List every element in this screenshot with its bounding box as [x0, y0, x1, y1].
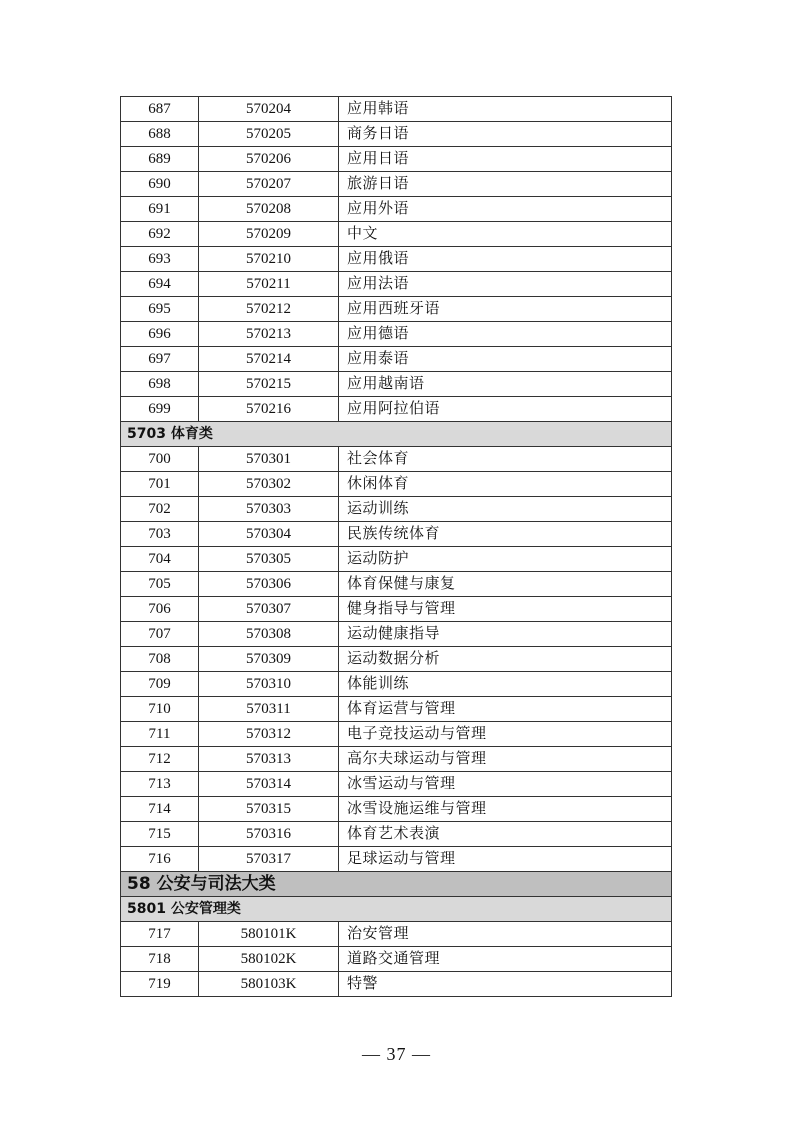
sequence-number-cell: 714 [121, 797, 199, 822]
sequence-number-cell: 710 [121, 697, 199, 722]
major-name-cell: 休闲体育 [339, 472, 672, 497]
sequence-number-cell: 694 [121, 272, 199, 297]
major-code-cell: 570310 [199, 672, 339, 697]
major-code-cell: 570213 [199, 322, 339, 347]
major-code-cell: 570210 [199, 247, 339, 272]
sequence-number-cell: 693 [121, 247, 199, 272]
major-name-cell: 社会体育 [339, 447, 672, 472]
table-row [121, 122, 672, 147]
sequence-number-cell: 709 [121, 672, 199, 697]
sequence-number-cell: 687 [121, 97, 199, 122]
table-row [121, 547, 672, 572]
subcategory-row [121, 897, 672, 922]
major-code-cell: 570301 [199, 447, 339, 472]
table-row [121, 797, 672, 822]
major-name-cell: 健身指导与管理 [339, 597, 672, 622]
major-name-cell: 体育运营与管理 [339, 697, 672, 722]
table-row [121, 697, 672, 722]
major-name-cell: 应用外语 [339, 197, 672, 222]
major-code-cell: 570208 [199, 197, 339, 222]
sequence-number-cell: 719 [121, 972, 199, 997]
major-name-cell: 冰雪运动与管理 [339, 772, 672, 797]
major-category-heading: 58 公安与司法大类 [121, 872, 672, 897]
table-row [121, 397, 672, 422]
major-name-cell: 应用法语 [339, 272, 672, 297]
table-row [121, 272, 672, 297]
major-code-cell: 570317 [199, 847, 339, 872]
major-code-cell: 570311 [199, 697, 339, 722]
major-code-cell: 570211 [199, 272, 339, 297]
table-row [121, 322, 672, 347]
table-row [121, 347, 672, 372]
major-name-cell: 应用越南语 [339, 372, 672, 397]
major-code-cell: 570313 [199, 747, 339, 772]
major-code-cell: 570302 [199, 472, 339, 497]
major-code-cell: 570207 [199, 172, 339, 197]
major-code-cell: 570309 [199, 647, 339, 672]
sequence-number-cell: 695 [121, 297, 199, 322]
major-code-cell: 570314 [199, 772, 339, 797]
table-row [121, 722, 672, 747]
major-code-cell: 570304 [199, 522, 339, 547]
major-code-cell: 570306 [199, 572, 339, 597]
major-code-cell: 570216 [199, 397, 339, 422]
table-row [121, 197, 672, 222]
major-code-cell: 570212 [199, 297, 339, 322]
sequence-number-cell: 705 [121, 572, 199, 597]
page-number: — 37 — [362, 1044, 431, 1064]
major-code-cell: 570316 [199, 822, 339, 847]
major-code-cell: 570206 [199, 147, 339, 172]
major-code-cell: 570215 [199, 372, 339, 397]
major-name-cell: 旅游日语 [339, 172, 672, 197]
major-name-cell: 体能训练 [339, 672, 672, 697]
major-name-cell: 高尔夫球运动与管理 [339, 747, 672, 772]
sequence-number-cell: 700 [121, 447, 199, 472]
major-name-cell: 电子竞技运动与管理 [339, 722, 672, 747]
table-row [121, 947, 672, 972]
major-name-cell: 商务日语 [339, 122, 672, 147]
major-code-cell: 580101K [199, 922, 339, 947]
table-row [121, 622, 672, 647]
table-row [121, 247, 672, 272]
table-row [121, 222, 672, 247]
table-row [121, 572, 672, 597]
major-catalog-table [120, 96, 672, 997]
major-code-cell: 570205 [199, 122, 339, 147]
sequence-number-cell: 697 [121, 347, 199, 372]
major-name-cell: 运动健康指导 [339, 622, 672, 647]
major-name-cell: 应用德语 [339, 322, 672, 347]
major-name-cell: 民族传统体育 [339, 522, 672, 547]
major-name-cell: 应用阿拉伯语 [339, 397, 672, 422]
table-row [121, 672, 672, 697]
major-code-cell: 570307 [199, 597, 339, 622]
table-row [121, 172, 672, 197]
table-row [121, 472, 672, 497]
sequence-number-cell: 708 [121, 647, 199, 672]
major-code-cell: 570214 [199, 347, 339, 372]
major-code-cell: 580103K [199, 972, 339, 997]
table-row [121, 497, 672, 522]
table-row [121, 522, 672, 547]
major-name-cell: 运动数据分析 [339, 647, 672, 672]
major-name-cell: 冰雪设施运维与管理 [339, 797, 672, 822]
major-name-cell: 运动训练 [339, 497, 672, 522]
sequence-number-cell: 689 [121, 147, 199, 172]
table-row [121, 822, 672, 847]
major-name-cell: 体育艺术表演 [339, 822, 672, 847]
sequence-number-cell: 698 [121, 372, 199, 397]
major-code-cell: 570315 [199, 797, 339, 822]
table-row [121, 297, 672, 322]
sequence-number-cell: 691 [121, 197, 199, 222]
major-code-cell: 570204 [199, 97, 339, 122]
table-row [121, 447, 672, 472]
major-name-cell: 道路交通管理 [339, 947, 672, 972]
sequence-number-cell: 703 [121, 522, 199, 547]
major-name-cell: 中文 [339, 222, 672, 247]
sequence-number-cell: 706 [121, 597, 199, 622]
sequence-number-cell: 690 [121, 172, 199, 197]
table-row [121, 747, 672, 772]
sequence-number-cell: 701 [121, 472, 199, 497]
subcategory-heading: 5801 公安管理类 [121, 897, 672, 922]
major-category-row [121, 872, 672, 897]
major-name-cell: 应用俄语 [339, 247, 672, 272]
major-code-cell: 570303 [199, 497, 339, 522]
table-row [121, 772, 672, 797]
table-row [121, 847, 672, 872]
subcategory-row [121, 422, 672, 447]
sequence-number-cell: 707 [121, 622, 199, 647]
table-row [121, 972, 672, 997]
table-row [121, 372, 672, 397]
major-code-cell: 570308 [199, 622, 339, 647]
major-code-cell: 570305 [199, 547, 339, 572]
major-name-cell: 应用西班牙语 [339, 297, 672, 322]
major-name-cell: 应用日语 [339, 147, 672, 172]
major-name-cell: 应用韩语 [339, 97, 672, 122]
subcategory-heading: 5703 体育类 [121, 422, 672, 447]
sequence-number-cell: 699 [121, 397, 199, 422]
sequence-number-cell: 713 [121, 772, 199, 797]
sequence-number-cell: 702 [121, 497, 199, 522]
major-name-cell: 特警 [339, 972, 672, 997]
major-code-cell: 570312 [199, 722, 339, 747]
sequence-number-cell: 711 [121, 722, 199, 747]
major-name-cell: 足球运动与管理 [339, 847, 672, 872]
table-row [121, 97, 672, 122]
major-code-cell: 580102K [199, 947, 339, 972]
major-name-cell: 治安管理 [339, 922, 672, 947]
sequence-number-cell: 688 [121, 122, 199, 147]
table-row [121, 922, 672, 947]
sequence-number-cell: 715 [121, 822, 199, 847]
sequence-number-cell: 712 [121, 747, 199, 772]
table-row [121, 597, 672, 622]
sequence-number-cell: 696 [121, 322, 199, 347]
major-name-cell: 体育保健与康复 [339, 572, 672, 597]
major-name-cell: 应用泰语 [339, 347, 672, 372]
table-body [121, 97, 672, 997]
table-row [121, 647, 672, 672]
table-row [121, 147, 672, 172]
sequence-number-cell: 704 [121, 547, 199, 572]
major-code-cell: 570209 [199, 222, 339, 247]
sequence-number-cell: 717 [121, 922, 199, 947]
sequence-number-cell: 692 [121, 222, 199, 247]
sequence-number-cell: 716 [121, 847, 199, 872]
major-name-cell: 运动防护 [339, 547, 672, 572]
sequence-number-cell: 718 [121, 947, 199, 972]
